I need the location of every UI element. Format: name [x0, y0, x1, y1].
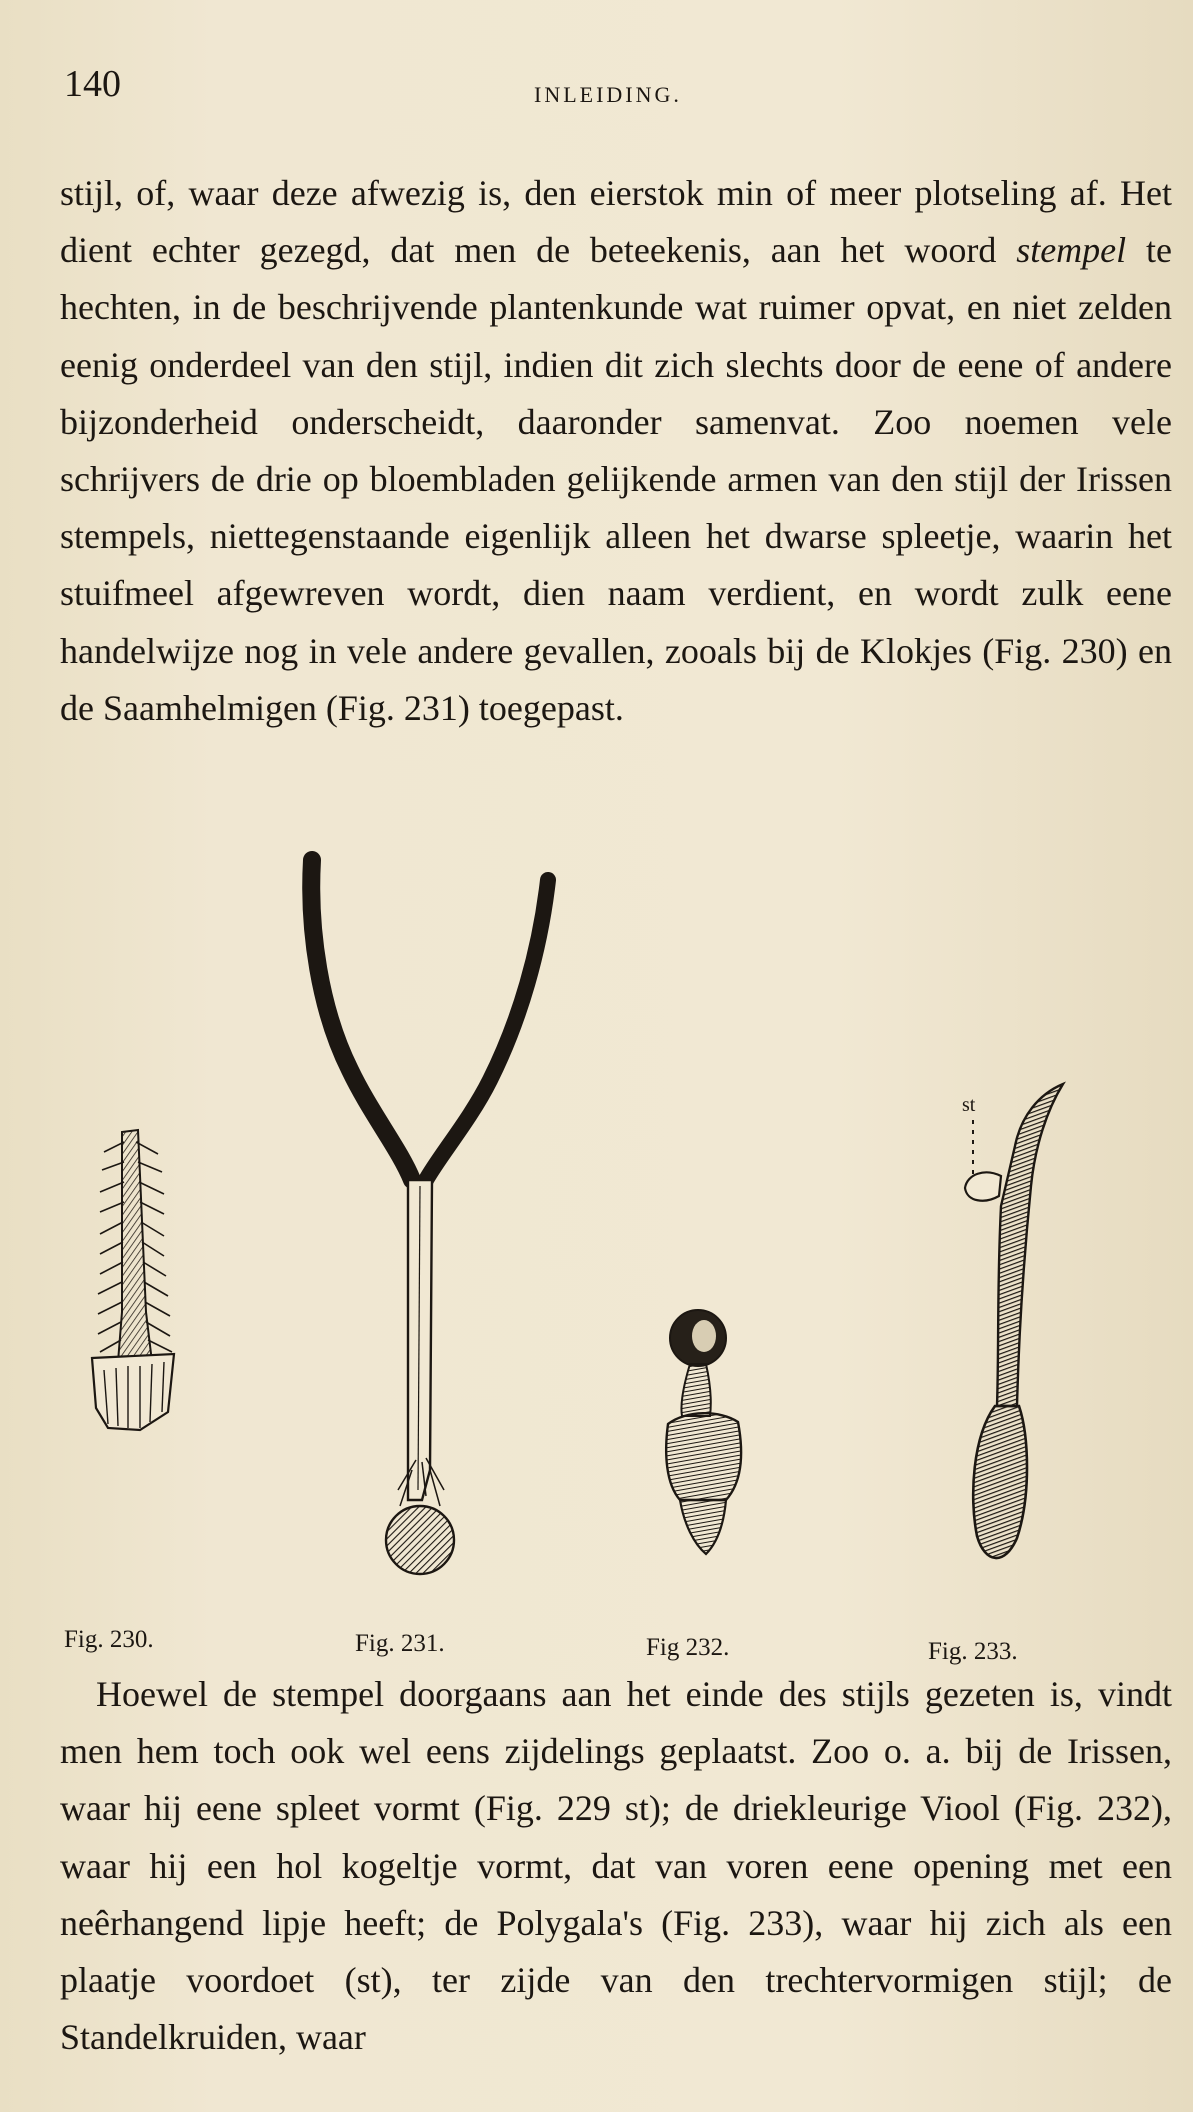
paragraph-2: Hoewel de stempel doorgaans aan het einde des stijls gezeten is, vindt men hem toch ook wel eens zijdelings geplaatst. Zoo o. a. bij de Irissen, waar hij eene spleet vormt (Fig. 229 st); de driekleurige Viool (Fig. 232), waar hij een hol kogeltje vormt, dat van voren eene opening met een neêrhangend lipje heeft; de Polygala's (Fig. 233), waar hij zich als een plaatje voordoet (st), ter zijde van den trechtervormigen stijl; de Standelkruiden, waar — [60, 1674, 1172, 2058]
fig-231-illustration — [290, 850, 560, 1580]
page-number: 140 — [64, 63, 121, 105]
fig-230-illustration — [78, 1112, 188, 1432]
fig-233-st-label: st — [962, 1094, 976, 1116]
page-header — [64, 62, 1124, 112]
fig-233-illustration — [955, 1076, 1075, 1576]
running-head: INLEIDING. — [534, 82, 682, 107]
fig-232-illustration — [650, 1304, 760, 1564]
fig-230-caption: Fig. 230. — [64, 1626, 154, 1653]
fig-233-caption: Fig. 233. — [928, 1638, 1018, 1665]
fig-231-caption: Fig. 231. — [355, 1630, 445, 1657]
fig-232-caption: Fig 232. — [646, 1634, 730, 1661]
paragraph-1-text-b: te hechten, in de beschrijvende plantenkunde wat ruimer opvat, en niet zelden eenig onderdeel van den stijl, indien dit zich slechts door de eene of andere bijzonderheid onderscheidt, daaronder samenvat. Zoo noemen vele schrijvers de drie op bloembladen gelijkende armen van den stijl der Irissen stempels, niettegenstaande eigenlijk alleen het dwarse spleetje, waarin het stuifmeel afgewreven wordt, dien naam verdient, en wordt zulk eene handelwijze nog in vele andere gevallen, zooals bij de Klokjes (Fig. 230) en de Saamhelmigen (Fig. 231) toegepast. — [60, 230, 1172, 728]
paragraph-1-text-a: stijl, of, waar deze afwezig is, den eierstok min of meer plotseling af. Het dient echter gezegd, dat men de beteekenis, aan het woord — [60, 173, 1172, 271]
paragraph-1-emphasis: stempel — [1016, 230, 1127, 271]
figure-plate — [0, 850, 1193, 1670]
paragraph-1 — [60, 165, 1172, 737]
